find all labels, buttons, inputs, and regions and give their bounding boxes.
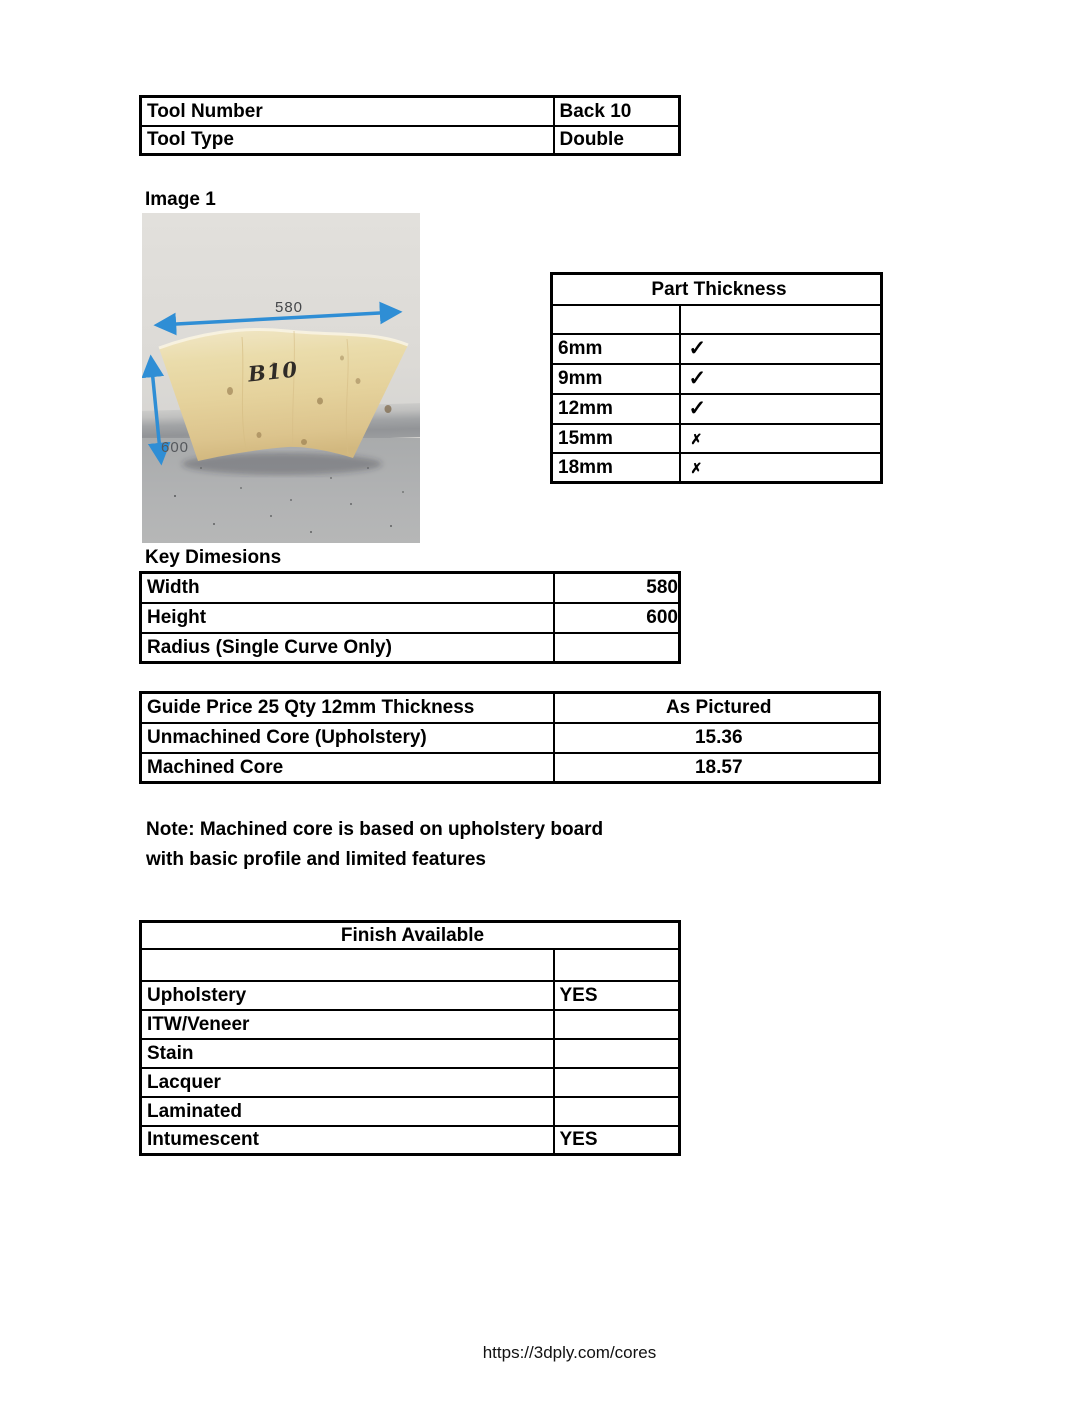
- finish-upholstery-label: Upholstery: [141, 981, 554, 1010]
- thickness-18mm-label: 18mm: [552, 453, 680, 483]
- wood-knot: [227, 387, 233, 395]
- empty-cell: [680, 305, 882, 334]
- wood-knot: [257, 432, 262, 438]
- tool-type-label: Tool Type: [141, 126, 554, 155]
- part-marking: B10: [246, 356, 300, 387]
- finish-itw-veneer-value: [554, 1010, 680, 1039]
- table-row: [141, 126, 680, 155]
- table-row: [141, 1010, 680, 1039]
- table-row: [141, 949, 680, 981]
- plywood-panel: [159, 330, 408, 461]
- machined-core-label: Machined Core: [141, 753, 554, 783]
- table-row: [141, 922, 680, 949]
- check-icon: ✓: [688, 337, 707, 360]
- thickness-6mm-mark: [680, 334, 882, 364]
- note-text: [146, 815, 603, 875]
- tool-number-label: Tool Number: [141, 97, 554, 126]
- thickness-9mm-mark: [680, 364, 882, 394]
- table-row: [141, 1039, 680, 1068]
- table-row: [552, 394, 882, 424]
- note-line-1: Note: Machined core is based on upholstery board: [146, 819, 604, 840]
- footer-url: https://3dply.com/cores: [482, 1343, 657, 1362]
- table-row: [141, 97, 680, 126]
- finish-itw-veneer-label: ITW/Veneer: [141, 1010, 554, 1039]
- thickness-12mm-label: 12mm: [552, 394, 680, 424]
- wood-knot: [356, 378, 361, 384]
- height-dimension-label: 600: [161, 439, 190, 456]
- finish-lacquer-label: Lacquer: [141, 1068, 554, 1097]
- cross-icon: ✗: [690, 459, 703, 476]
- width-label: Width: [141, 573, 554, 603]
- table-row: [141, 723, 880, 753]
- cross-icon: ✗: [690, 430, 703, 447]
- width-dimension-label: 580: [275, 299, 304, 316]
- wood-knot: [340, 356, 344, 361]
- part-photo: [142, 213, 420, 543]
- finish-available-table: [139, 920, 681, 1156]
- wood-knot: [385, 405, 392, 413]
- finish-laminated-label: Laminated: [141, 1097, 554, 1126]
- table-row: [552, 453, 882, 483]
- finish-available-title: Finish Available: [141, 922, 680, 949]
- part-thickness-table: [550, 272, 883, 484]
- thickness-12mm-mark: [680, 394, 882, 424]
- table-row: [552, 424, 882, 453]
- thickness-15mm-mark: [680, 424, 882, 453]
- table-row: [141, 1068, 680, 1097]
- note-line-2: with basic profile and limited features: [146, 849, 486, 870]
- guide-price-header-label: Guide Price 25 Qty 12mm Thickness: [141, 693, 554, 723]
- empty-cell: [141, 949, 554, 981]
- tool-number-value: Back 10: [554, 97, 680, 126]
- table-row: [141, 633, 680, 663]
- height-value: 600: [554, 603, 680, 633]
- finish-stain-label: Stain: [141, 1039, 554, 1068]
- height-dimension-arrow: [151, 359, 161, 461]
- width-value: 580: [554, 573, 680, 603]
- part-thickness-title: Part Thickness: [552, 274, 882, 305]
- check-icon: ✓: [688, 397, 707, 420]
- image-heading: Image 1: [145, 189, 216, 210]
- check-icon: ✓: [688, 367, 707, 390]
- table-row: [141, 693, 880, 723]
- finish-lacquer-value: [554, 1068, 680, 1097]
- unmachined-core-label: Unmachined Core (Upholstery): [141, 723, 554, 753]
- radius-value: [554, 633, 680, 663]
- radius-label: Radius (Single Curve Only): [141, 633, 554, 663]
- finish-stain-value: [554, 1039, 680, 1068]
- empty-cell: [552, 305, 680, 334]
- thickness-9mm-label: 9mm: [552, 364, 680, 394]
- table-row: [552, 364, 882, 394]
- thickness-6mm-label: 6mm: [552, 334, 680, 364]
- guide-price-header-value: As Pictured: [554, 693, 880, 723]
- wood-knot: [301, 439, 307, 445]
- machined-core-price: 18.57: [554, 753, 880, 783]
- table-row: [552, 274, 882, 305]
- tool-type-value: Double: [554, 126, 680, 155]
- key-dimensions-heading: Key Dimesions: [145, 547, 282, 568]
- finish-upholstery-value: YES: [554, 981, 680, 1010]
- table-row: [141, 603, 680, 633]
- table-row: [141, 573, 680, 603]
- guide-price-table: [139, 691, 881, 784]
- table-row: [141, 981, 680, 1010]
- empty-cell: [554, 949, 680, 981]
- table-row: [141, 1126, 680, 1155]
- height-label: Height: [141, 603, 554, 633]
- table-row: [141, 753, 880, 783]
- thickness-18mm-mark: [680, 453, 882, 483]
- table-row: [552, 305, 882, 334]
- finish-intumescent-label: Intumescent: [141, 1126, 554, 1155]
- key-dimensions-table: [139, 571, 681, 664]
- table-row: [552, 334, 882, 364]
- finish-laminated-value: [554, 1097, 680, 1126]
- finish-intumescent-value: YES: [554, 1126, 680, 1155]
- wood-knot: [317, 398, 323, 405]
- thickness-15mm-label: 15mm: [552, 424, 680, 453]
- table-row: [141, 1097, 680, 1126]
- tool-info-table: [139, 95, 681, 156]
- unmachined-core-price: 15.36: [554, 723, 880, 753]
